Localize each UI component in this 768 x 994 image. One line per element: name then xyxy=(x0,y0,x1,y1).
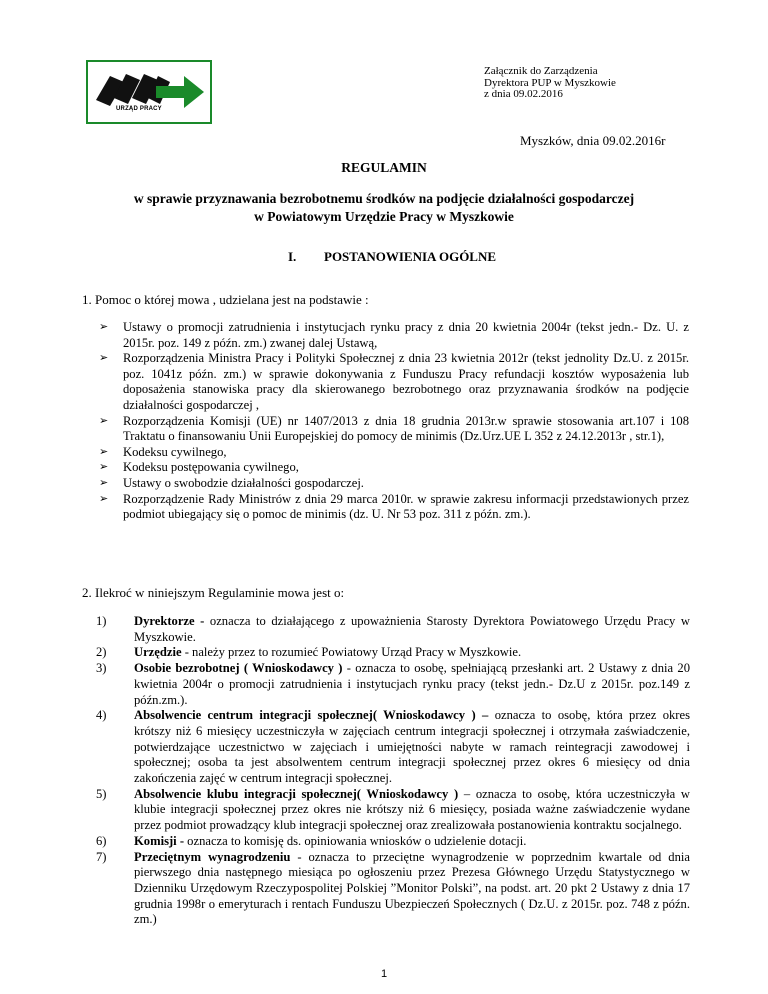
definition-term: Dyrektorze - xyxy=(134,614,205,628)
section-title: POSTANOWIENIA OGÓLNE xyxy=(324,249,497,264)
definition-number: 4) xyxy=(96,708,107,723)
definition-item xyxy=(96,834,690,850)
annex-line: z dnia 09.02.2016 xyxy=(484,88,563,100)
logo-graphic xyxy=(88,62,210,122)
list-item xyxy=(99,476,689,492)
section-heading xyxy=(288,249,496,265)
urzad-pracy-logo xyxy=(86,60,212,124)
arrow-bullet-icon: ➢ xyxy=(99,414,109,427)
arrow-bullet-icon: ➢ xyxy=(99,476,109,489)
list-item xyxy=(99,460,689,476)
list-item-text: Ustawy o swobodzie działalności gospodarczej. xyxy=(123,475,364,490)
definition-term: Osobie bezrobotnej ( Wnioskodawcy ) xyxy=(134,661,343,676)
definition-item xyxy=(96,708,690,787)
definition-number: 3) xyxy=(96,661,107,676)
definition-term: Komisji - xyxy=(134,833,185,848)
definition-number: 6) xyxy=(96,833,107,848)
definition-text: oznacza to komisję ds. opiniowania wniosków o udzielenie dotacji. xyxy=(184,833,527,848)
definition-text: oznacza to działającego z upoważnienia Starosty Dyrektora Powiatowego Urzędu Pracy w Myszkowie. xyxy=(134,614,690,644)
annex-line: Załącznik do Zarządzenia xyxy=(484,65,598,77)
subtitle-line: w Powiatowym Urzędzie Pracy w Myszkowie xyxy=(254,209,514,224)
list-item xyxy=(99,445,689,461)
arrow-bullet-icon: ➢ xyxy=(99,352,109,365)
logo-text: URZĄD PRACY xyxy=(116,106,162,112)
definition-number: 7) xyxy=(96,849,107,864)
annex-line: Dyrektora PUP w Myszkowie xyxy=(484,76,616,89)
definition-item xyxy=(96,850,690,929)
page-number: 1 xyxy=(380,968,388,980)
document-date: Myszków, dnia 09.02.2016r xyxy=(520,133,666,148)
definition-text: – oznacza to osobę, która uczestniczyła w klubie integracji społecznej przez okres nie krótszy niż 6 miesięcy, posiada ważne zaświadczenie wydane przez podmiot prowadzący klub integracji społecznej oraz zrealizowała postanowienia kontraktu socjalnego. xyxy=(134,786,690,833)
definition-number: 2) xyxy=(96,645,107,660)
arrow-bullet-icon: ➢ xyxy=(99,321,109,333)
subtitle-line: w sprawie przyznawania bezrobotnemu środków na podjęcie działalności gospodarczej xyxy=(133,191,635,206)
list-item-text: Ustawy o promocji zatrudnienia i instytucjach rynku pracy z dnia 20 kwietnia 2004r (tekst jedn.- Dz. U. z 2015r. poz. 149 z późn. zm.) zwanej dalej Ustawą, xyxy=(123,320,689,350)
definition-item xyxy=(96,661,690,708)
definition-item xyxy=(96,614,690,645)
document-title: REGULAMIN xyxy=(341,160,427,175)
list-item-text: Kodeksu cywilnego, xyxy=(123,444,227,459)
definition-number: 1) xyxy=(96,614,107,628)
paragraph: 1. Pomoc o której mowa , udzielana jest na podstawie : xyxy=(82,292,369,307)
definition-text: - należy przez to rozumieć Powiatowy Urząd Pracy w Myszkowie. xyxy=(181,645,522,660)
definition-term: Urzędzie xyxy=(134,645,182,660)
arrow-bullet-icon: ➢ xyxy=(99,461,109,474)
list-item-text: Rozporządzenia Ministra Pracy i Polityki Społecznej z dnia 23 kwietnia 2012r (tekst jednolity Dz.U. z 2015r. poz. 1041z późn. zm.) w sprawie dokonywania z Funduszu Pracy refundacji kosztów wyposażenia lub doposażenia stanowiska pracy dla skierowanego bezrobotnego oraz przyznawania środków na podjęcie działalności gospodarczej , xyxy=(123,351,689,412)
definition-text: oznacza to osobę, która przez okres krótszy niż 6 miesięcy uczestniczyła w zajęciach centrum integracji społecznej i otrzymała zaświadczenie, potwierdzające uczestnictwo w zajęciach i umiejętności nabyte w ramach reintegracji zawodowej i społecznej; osoba ta jest absolwentem centrum integracji społecznej przez okres 6 miesięcy od dnia zakończenia zajęć w centrum integracji społecznej. xyxy=(134,708,690,786)
definition-number: 5) xyxy=(96,786,107,801)
list-item-text: Rozporządzenia Komisji (UE) nr 1407/2013 z dnia 18 grudnia 2013r.w sprawie stosowania art.107 i 108 Traktatu o finansowaniu Unii Europejskiej do pomocy de minimis (Dz.Urz.UE L 352 z 24.12.2013r , str.1), xyxy=(123,413,689,444)
definition-term: Absolwencie centrum integracji społecznej( Wnioskodawcy ) – xyxy=(134,708,489,723)
legal-basis-list xyxy=(99,320,689,523)
list-item-text: Kodeksu postępowania cywilnego, xyxy=(123,460,299,475)
list-item xyxy=(99,320,689,351)
list-item xyxy=(99,414,689,445)
list-item-text: Rozporządzenie Rady Ministrów z dnia 29 marca 2010r. w sprawie zakresu informacji przedstawionych przez podmiot ubiegający się o pomoc de minimis (dz. U. Nr 53 poz. 311 z późn. zm.). xyxy=(123,491,689,522)
definition-item xyxy=(96,645,690,661)
definition-text: - oznacza to przeciętne wynagrodzenie w poprzednim kwartale od dnia pierwszego dnia następnego miesiąca po ogłoszeniu przez Prezesa Głównego Urzędu Statystycznego w Dzienniku Urzędowym Rzeczypospolitej Polskiej ”Monitor Polski”, na podst. art. 20 pkt 2 Ustawy z dnia 17 grudnia 1998r o emeryturach i rentach Funduszu Ubezpieczeń Społecznych ( Dz.U. z 2015r. poz. 748 z późn. zm.) xyxy=(134,849,690,927)
annex-note xyxy=(484,66,724,101)
section-number: I. xyxy=(288,249,297,264)
definition-text: - oznacza to osobę, spełniającą przesłanki art. 2 Ustawy z dnia 20 kwietnia 2004r o promocji zatrudnienia i instytucjach rynku pracy (tekst jedn.- Dz.U z 2015r. poz.149 z późn.zm.). xyxy=(134,661,690,707)
list-item xyxy=(99,351,689,413)
definition-term: Przeciętnym wynagrodzeniu xyxy=(134,849,291,864)
paragraph: 2. Ilekroć w niniejszym Regulaminie mowa jest o: xyxy=(82,585,345,600)
arrow-bullet-icon: ➢ xyxy=(99,492,109,505)
arrow-bullet-icon: ➢ xyxy=(99,445,109,458)
definition-term: Absolwencie klubu integracji społecznej( Wnioskodawcy ) xyxy=(134,786,459,801)
definitions-list xyxy=(96,614,690,928)
list-item xyxy=(99,492,689,523)
document-subtitle xyxy=(0,190,768,226)
definition-item xyxy=(96,787,690,834)
